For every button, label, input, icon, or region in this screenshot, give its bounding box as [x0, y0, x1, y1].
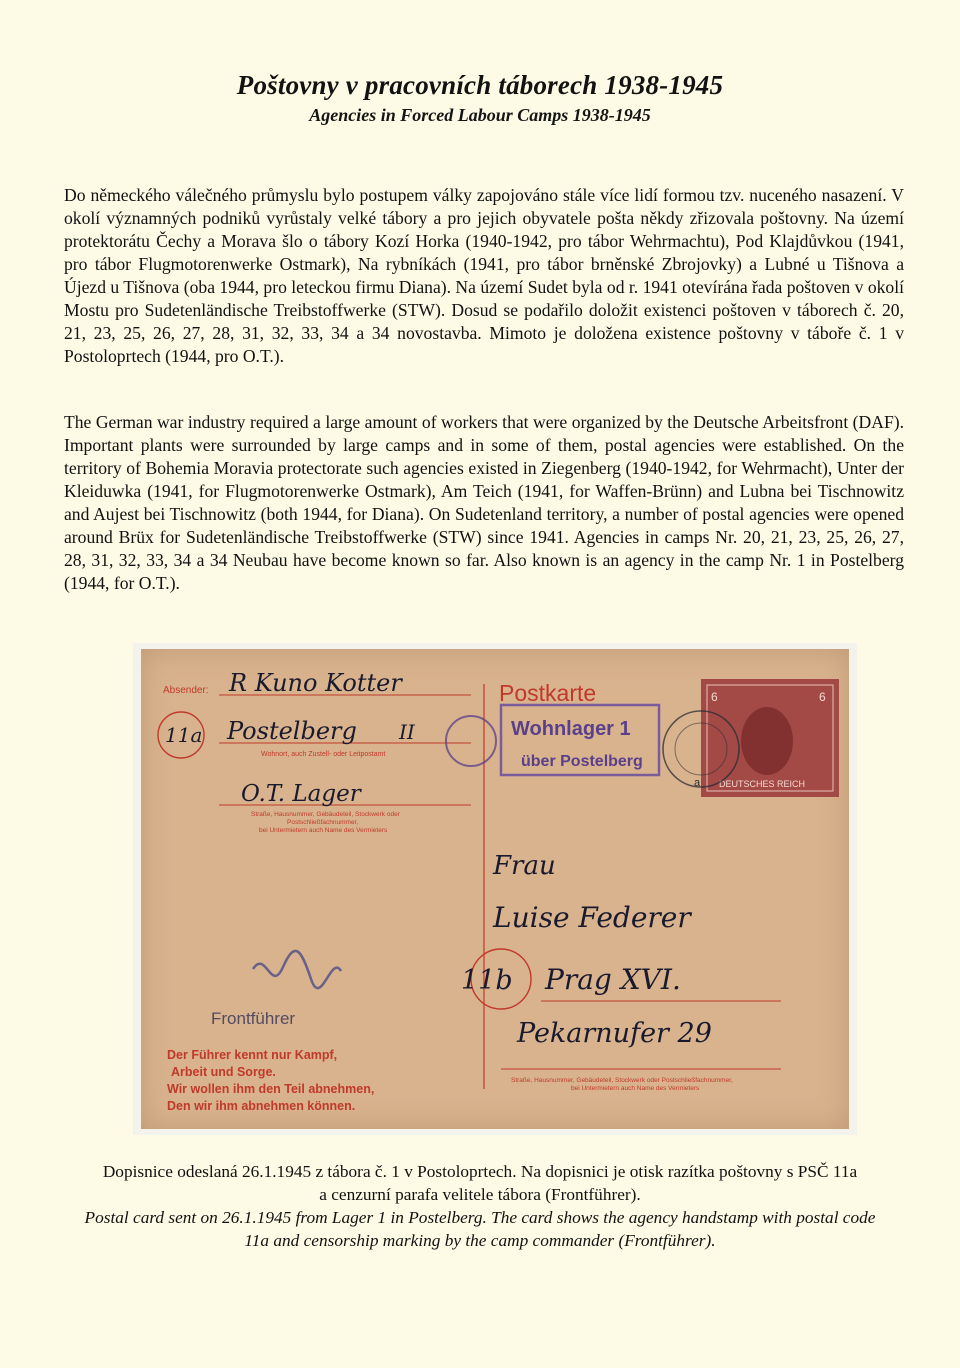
recipient-code: 11b — [461, 965, 513, 996]
stamp-line-uber: über Postelberg — [521, 753, 643, 770]
absender-label: Absender: — [163, 685, 209, 696]
field-note-street-1: Straße, Hausnummer, Gebäudeteil, Stockwerk oder — [251, 811, 400, 818]
censor-signature — [253, 951, 341, 988]
stamp-value-left: 6 — [711, 690, 718, 704]
sender-place-suffix: II — [399, 720, 415, 744]
page-title: Poštovny v pracovních táborech 1938-1945 — [236, 70, 724, 100]
page-header — [0, 70, 960, 126]
postkarte-label: Postkarte — [499, 680, 597, 706]
caption-english-line-1: Postal card sent on 26.1.1945 from Lager 1 in Postelberg. The card shows the agency handstamp with postal code — [84, 1208, 876, 1227]
sender-name: R Kuno Kotter — [229, 669, 402, 697]
postcard — [141, 649, 849, 1129]
sender-code: 11a — [165, 723, 203, 747]
slogan-line-3: Wir wollen ihm den Teil abnehmen, — [167, 1082, 375, 1096]
slogan-line-1: Der Führer kennt nur Kampf, — [167, 1048, 338, 1062]
caption-czech-line-2: a cenzurní parafa velitele tábora (Frontführer). — [319, 1185, 641, 1204]
caption-czech-line-1: Dopisnice odeslaná 26.1.1945 z tábora č. 1 v Postoloprtech. Na dopisnici je otisk razítka poštovny s PSČ 11a — [102, 1162, 858, 1181]
field-note-street-2: Postschließfachnummer, — [287, 819, 359, 826]
page-subtitle: Agencies in Forced Labour Camps 1938-1945 — [309, 105, 651, 125]
field-note-street-3: bei Untermietern auch Name des Vermieters — [259, 827, 388, 834]
recipient-salutation: Frau — [493, 851, 556, 881]
recipient-city: Prag XVI. — [545, 963, 681, 996]
slogan-line-2: Arbeit und Sorge. — [171, 1065, 276, 1079]
recipient-name: Luise Federer — [493, 901, 691, 934]
stamp-portrait — [741, 707, 793, 775]
postcard-photo — [133, 643, 857, 1135]
violet-circle-stamp — [446, 716, 496, 766]
paragraph-english: The German war industry required a large amount of workers that were organized by the Deutsche Arbeitsfront (DAF). Important plants were surrounded by large camps and in some of them, postal agencies were established. On the territory of Bohemia Moravia protectorate such agencies existed in Ziegenberg (1940-1942, for Wehrmacht), Unter der Kleiduwka (1941, for Flugmotorenwerke Ostmark), Am Teich (1941, for Waffen-Brünn) and Lubna bei Tischnowitz and Aujest bei Tischnowitz (both 1944, for Diana). On Sudetenland territory, a number of postal agencies were opened around Brüx for Sudetenländische Treibstoffwerke (STW) since 1941. Agencies in camps Nr. 20, 21, 23, 25, 26, 27, 28, 31, 32, 33, 34 a 34 Neubau have become known so far. Also known is an agency in the camp Nr. 1 in Postelberg (1944, for O.T.). — [64, 412, 904, 593]
address-note-2: bei Untermietern auch Name des Vermieters — [571, 1085, 700, 1092]
sender-lager: O.T. Lager — [241, 781, 361, 807]
recipient-street: Pekarnufer 29 — [517, 1018, 712, 1049]
address-note-1: Straße, Hausnummer, Gebäudeteil, Stockwerk oder Postschließfachnummer, — [511, 1077, 733, 1084]
sender-place: Postelberg — [227, 717, 357, 745]
field-note-residence: Wohnort, auch Zustell- oder Leitpostamt — [261, 751, 386, 758]
stamp-value-right: 6 — [819, 690, 826, 704]
stamp-country: DEUTSCHES REICH — [719, 779, 806, 789]
stamp-line-wohnlager: Wohnlager 1 — [511, 718, 631, 740]
caption — [0, 1160, 960, 1252]
slogan-line-4: Den wir ihm abnehmen können. — [167, 1099, 356, 1113]
paragraph-czech: Do německého válečného průmyslu bylo postupem války zapojováno stále více lidí formou tzv. nuceného nasazení. V okolí významných podniků vyrůstaly velké tábory a pro jejich obyvatele pošta někdy zřizovala poštovny. Na území protektorátu Čechy a Morava šlo o tábory Kozí Horka (1940-1942, pro tábor Wehrmachtu), Pod Klajdůvkou (1941, pro tábor Flugmotorenwerke Ostmark), Na rybníkách (1941, pro tábor brněnské Zbrojovky) a Lubné u Tišnova a Újezd u Tišnova (oba 1944, pro leteckou firmu Diana). Na území Sudet byla od r. 1941 otevírána řada poštoven v okolí Mostu pro Sudetenländische Treibstoffwerke (STW). Dosud se podařilo doložit existenci poštoven v táborech č. 20, 21, 23, 25, 26, 27, 28, 31, 32, 33, 34 a 34 novostavba. Mimoto je doložena existence poštovny v táboře č. 1 v Postoloprtech (1944, pro O.T.). — [64, 185, 904, 366]
frontfuhrer-label: Frontführer — [211, 1009, 296, 1028]
postmark-letter: a — [694, 777, 701, 789]
caption-english-line-2: 11a and censorship marking by the camp commander (Frontführer). — [244, 1231, 716, 1250]
